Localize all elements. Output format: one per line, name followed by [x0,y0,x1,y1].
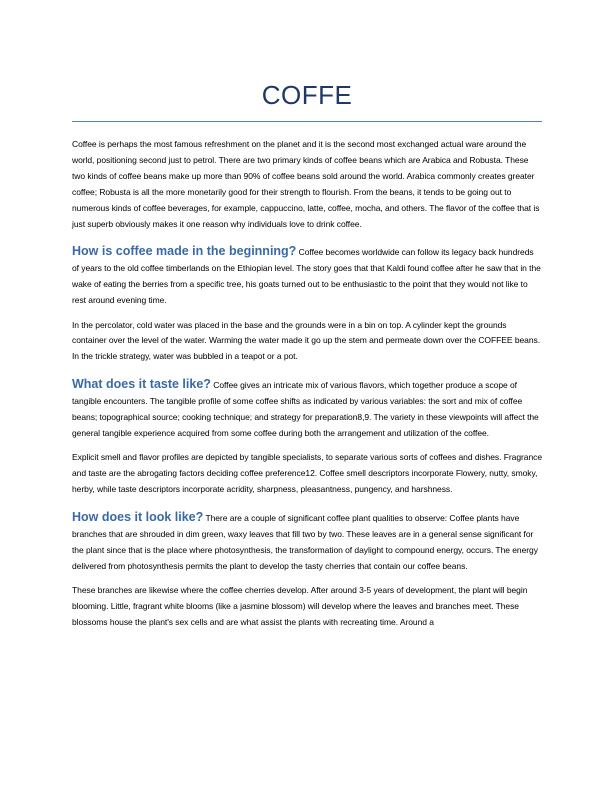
paragraph-intro [72,137,542,232]
paragraph-smell-flavor [72,450,542,498]
paragraph-text: In the percolator, cold water was placed in the base and the grounds were in a bin on top. A cylinder kept the grounds container over the level of the water. Warming the water made it go up the stem and permeate down over the COFFEE beans. In the trickle strategy, water was bubbled in a teapot or a pot. [72,319,541,362]
section-heading: What does it taste like? [72,377,211,392]
paragraph-percolator [72,318,542,366]
paragraph-text: Coffee becomes worldwide can follow its legacy back hundreds of years to the old coffee timberlands on the Ethiopian level. The story goes that that Kaldi found coffee after he saw that in the wake of eating the berries from a specific tree, his goats turned out to be enthusiastic to the point that they would not like to rest around evening time. [72,247,541,306]
section-look [72,510,542,575]
document-body [72,137,542,639]
title-divider [72,121,542,122]
section-heading: How does it look like? [72,510,204,525]
document-title: COFFE [261,80,353,110]
section-heading: How is coffee made in the beginning? [72,244,297,259]
paragraph-text: These branches are likewise where the coffee cherries develop. After around 3-5 years of development, the plant will begin blooming. Little, fragrant white blooms (like a jasmine blossom) will develop where the leaves and branches meet. These blossoms house the plant's sex cells and are what assist the plants with recreating time. Around a [72,585,528,628]
section-how-made [72,244,542,309]
paragraph-text: Coffee is perhaps the most famous refreshment on the planet and it is the second most exchanged actual ware around the world, positioning second just to petrol. There are two primary kinds of coffee beans which are Arabica and Robusta. These two kinds of coffee beans make up more than 90% of coffee beans sold around the world. Arabica commonly creates greater coffee; Robusta is all the more monetarily good for their strength to flourish. From the beans, it tends to be going out to numerous kinds of coffee beverages, for example, cappuccino, latte, coffee, mocha, and others. The flavor of the coffee that is just superb obviously makes it one reason why individuals love to drink coffee. [72,139,540,229]
section-taste [72,377,542,442]
paragraph-text: There are a couple of significant coffee plant qualities to observe: Coffee plants have branches that are shrouded in dim green, waxy leaves that fill two by two. These leaves are in a general sense significant for the plant since that is the place where photosynthesis, the transformation of daylight to compound energy, occurs. The energy delivered from photosynthesis permits the plant to develop the tasty cherries that contain our coffee beans. [72,513,538,571]
paragraph-text: Coffee gives an intricate mix of various flavors, which together produce a scope of tangible encounters. The tangible profile of some coffee shifts as indicated by various variables: the sort and mix of coffee beans; topographical source; cooking technique; and strategy for preparation8,9. The variety in these viewpoints will affect the general tangible experience acquired from some coffee during both the arrangement and utilization of the coffee. [72,380,539,438]
paragraph-text: Explicit smell and flavor profiles are depicted by tangible specialists, to separate various sorts of coffees and dishes. Fragrance and taste are the abrogating factors deciding coffee preference12. Coffee smell descriptors incorporate Flowery, nutty, smoky, herby, while taste descriptors incorporate acridity, sharpness, pleasantness, pungency, and harshness. [72,452,543,495]
paragraph-branches [72,583,542,631]
